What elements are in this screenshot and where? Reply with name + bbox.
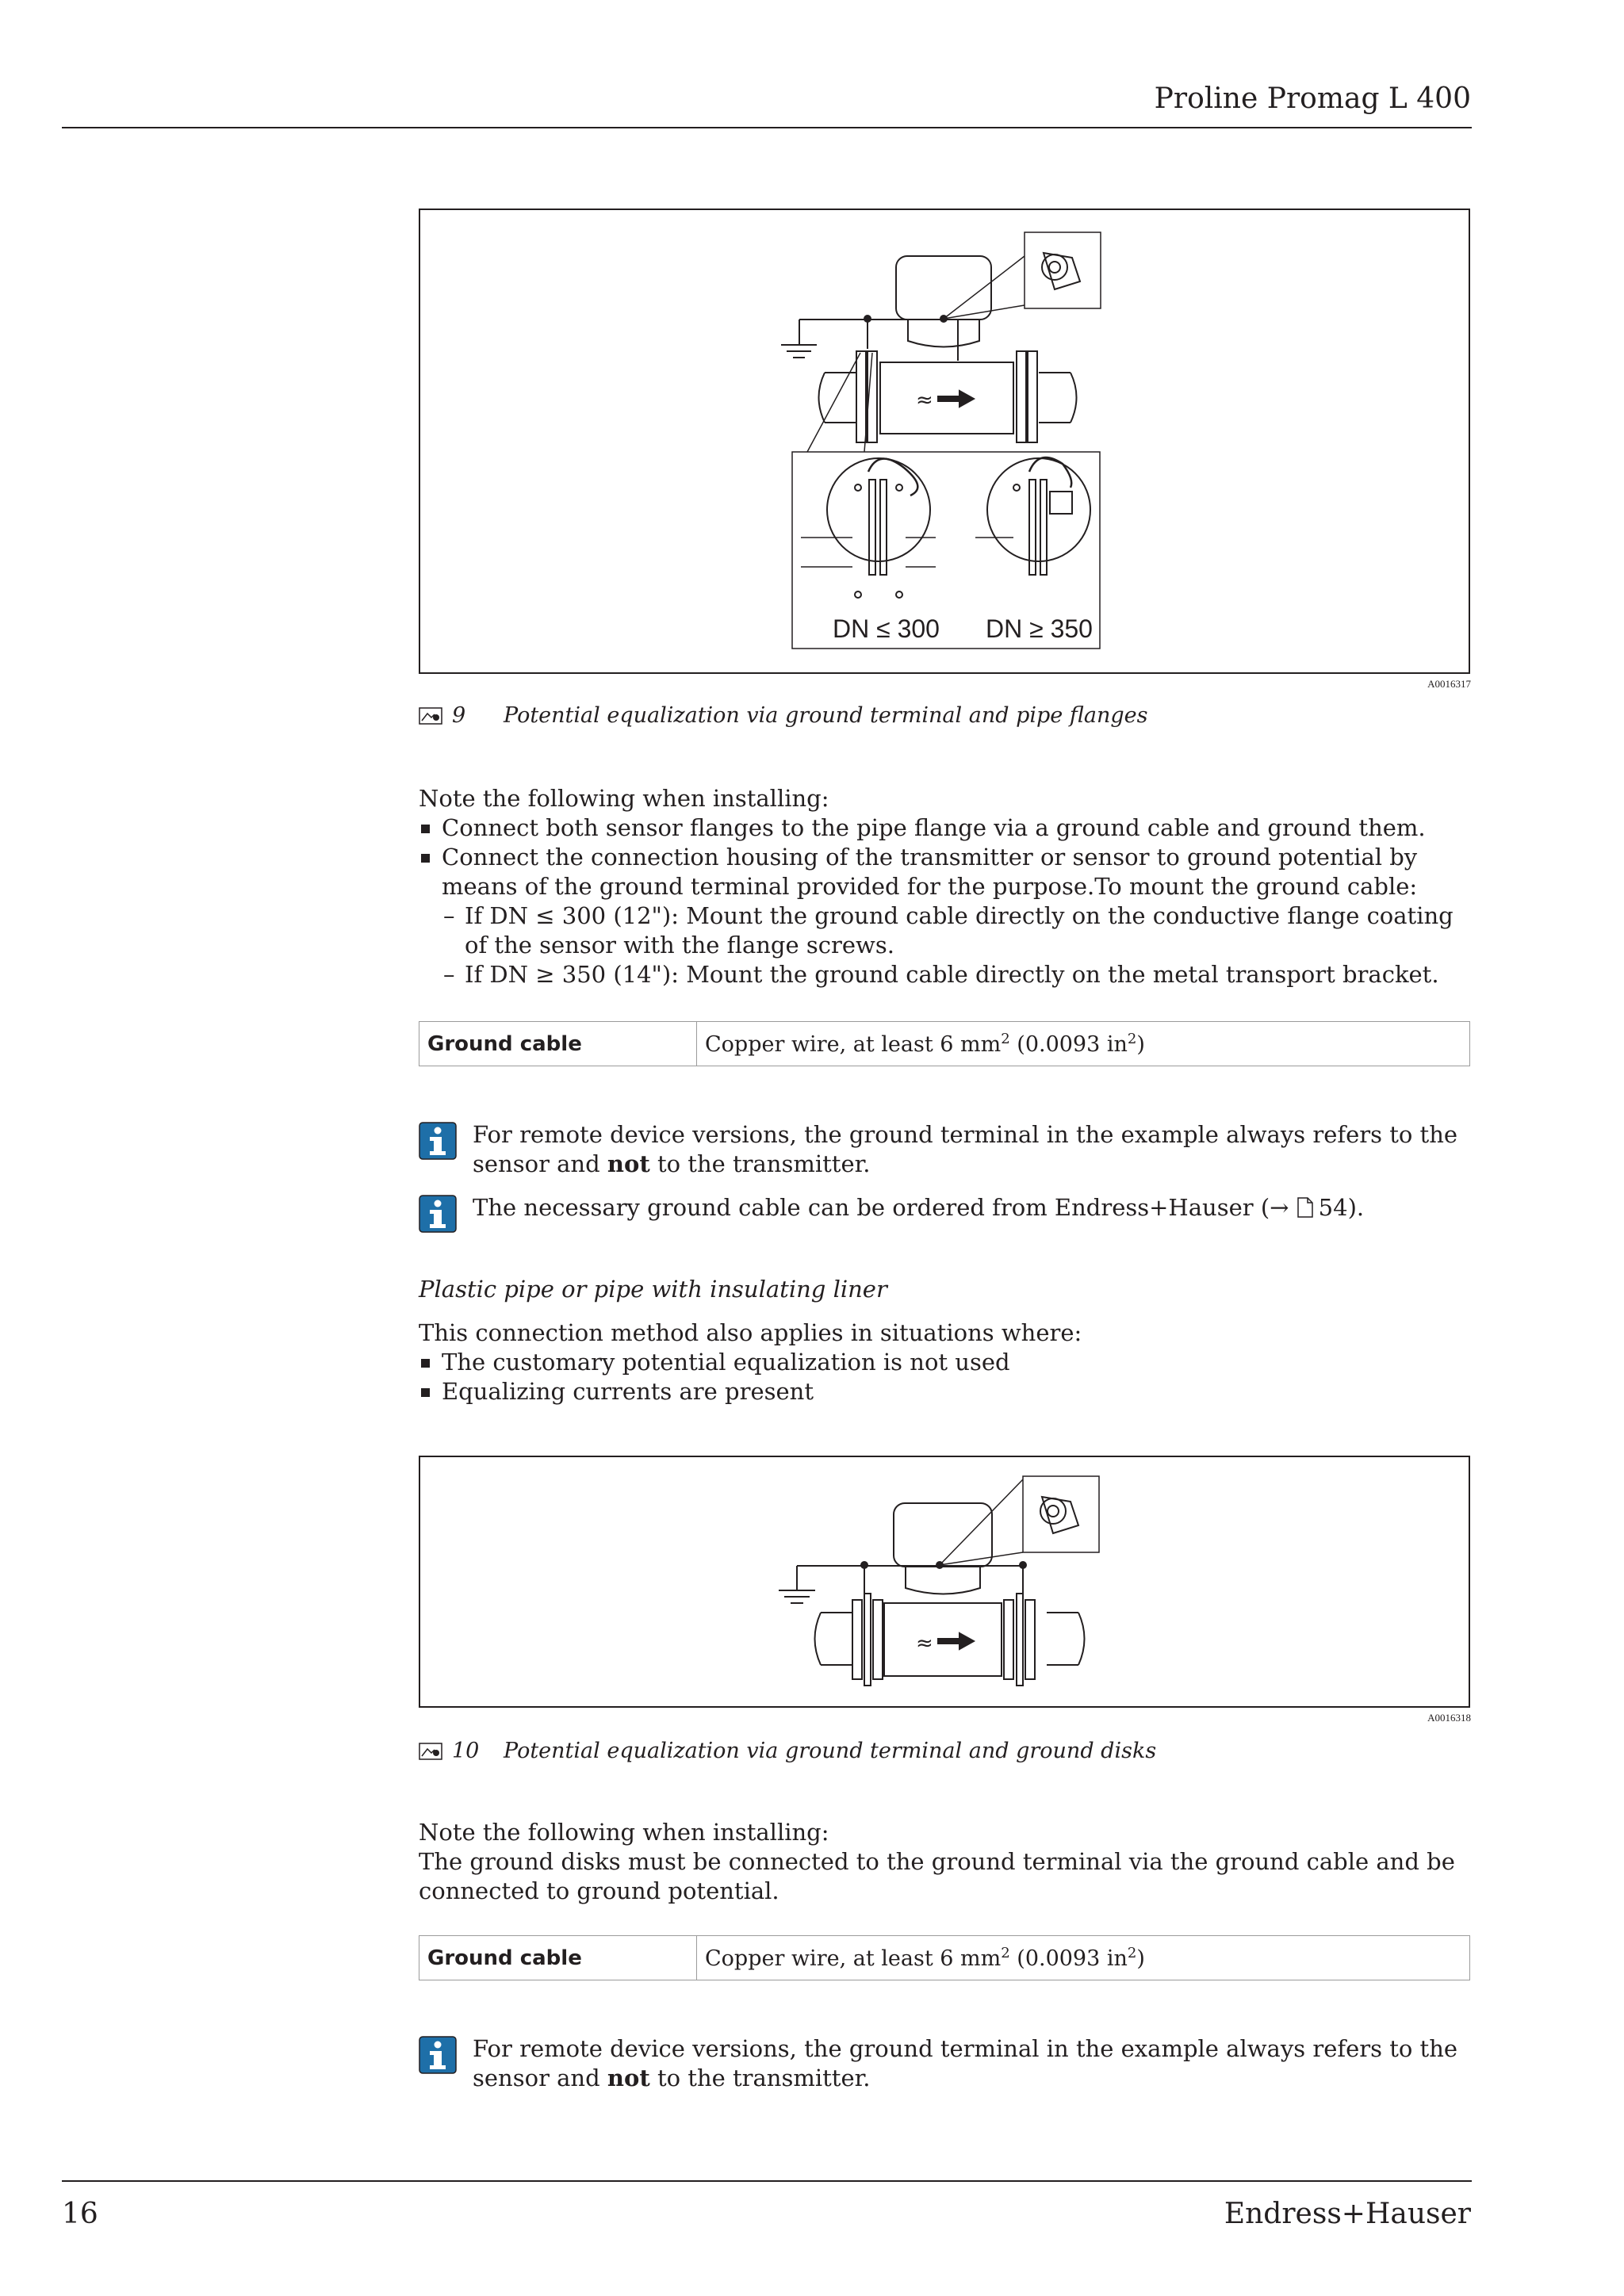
table-value: Copper wire, at least 6 $mm^2$ (0.0093 $in^2$) — [697, 1022, 1470, 1066]
section-3-body: The ground disks must be connected to the ground terminal via the ground cable and be connected to ground potential. — [419, 1848, 1455, 1904]
table-label: Ground cable — [419, 1936, 697, 1980]
ground-cable-table-2 — [419, 1935, 1470, 1980]
table-label: Ground cable — [419, 1022, 697, 1066]
list-item: Connect both sensor flanges to the pipe flange via a ground cable and ground them. — [419, 813, 1470, 843]
footer-rule — [62, 2180, 1472, 2182]
section-1-subbullets — [419, 901, 1470, 989]
figure-2-number: 10 — [452, 1739, 480, 1763]
section-3 — [419, 1818, 1470, 1906]
info-icon — [419, 1122, 457, 1160]
ground-symbol — [779, 1590, 815, 1603]
figure-2-diagram — [420, 1457, 1469, 1706]
info-note-1-text: For remote device versions, the ground terminal in the example always refers to the sensor and not to the transmitter. — [473, 1121, 1458, 1177]
list-item: – If DN ≤ 300 (12"): Mount the ground cable directly on the conductive flange coating of the sensor with the flange screws. — [442, 901, 1470, 960]
transmitter-housing — [896, 256, 991, 320]
info-icon — [419, 2036, 457, 2074]
header-rule — [62, 127, 1472, 128]
page-reference-icon — [1297, 1197, 1314, 1218]
figure-icon — [419, 1743, 442, 1760]
list-item: The customary potential equalization is not used — [419, 1348, 1470, 1377]
ground-symbol — [781, 345, 817, 358]
figure-1 — [419, 209, 1470, 674]
figure-icon — [419, 707, 442, 725]
info-note-3-text: For remote device versions, the ground terminal in the example always refers to the sensor and not to the transmitter. — [473, 2035, 1458, 2091]
table-row — [419, 1936, 1470, 1980]
figure-1-code: A0016317 — [1427, 678, 1471, 690]
page-reference[interactable]: 54 — [1318, 1194, 1348, 1221]
info-note-1 — [419, 1120, 1470, 1179]
transmitter-housing — [894, 1503, 992, 1567]
figure-2-code: A0016318 — [1427, 1712, 1471, 1724]
figure-1-diagram — [420, 210, 1469, 672]
figure-2-caption-text: Potential equalization via ground terminal and ground disks — [504, 1739, 1157, 1763]
ground-terminal-detail — [1025, 232, 1101, 308]
svg-text:≈: ≈ — [916, 388, 933, 412]
table-value: Copper wire, at least 6 $mm^2$ (0.0093 $in^2$) — [697, 1936, 1470, 1980]
info-note-2-text: The necessary ground cable can be ordered from Endress+Hauser (→ 54). — [473, 1194, 1365, 1221]
pipe-right — [1039, 373, 1071, 423]
figure-2-caption — [419, 1739, 1156, 1763]
list-item: Equalizing currents are present — [419, 1377, 1470, 1406]
figure-1-number: 9 — [452, 703, 466, 728]
section-1 — [419, 784, 1470, 989]
section-1-intro: Note the following when installing: — [419, 785, 829, 812]
footer-brand: Endress+Hauser — [1224, 2198, 1471, 2230]
pipe-left — [825, 373, 856, 423]
section-3-intro: Note the following when installing: — [419, 1819, 829, 1846]
section-2 — [419, 1318, 1470, 1406]
label-dn-small: DN ≤ 300 — [833, 614, 940, 643]
list-item: – If DN ≥ 350 (14"): Mount the ground cable directly on the metal transport bracket. — [442, 960, 1470, 989]
header-title: Proline Promag L 400 — [1154, 82, 1471, 115]
section-2-bullets — [419, 1348, 1470, 1406]
figure-2 — [419, 1456, 1470, 1708]
table-row — [419, 1022, 1470, 1066]
list-item: Connect the connection housing of the transmitter or sensor to ground potential by means of the ground terminal provided for the purpose.To mount the ground cable: — [419, 843, 1470, 901]
figure-1-caption-text: Potential equalization via ground terminal and pipe flanges — [504, 703, 1148, 728]
housing-neck — [908, 320, 979, 347]
page-number: 16 — [62, 2198, 98, 2230]
info-icon — [419, 1195, 457, 1233]
section-2-title: Plastic pipe or pipe with insulating liner — [419, 1276, 887, 1303]
ground-terminal-detail — [1023, 1476, 1099, 1552]
section-2-intro: This connection method also applies in situations where: — [419, 1319, 1082, 1346]
ground-cable — [799, 320, 958, 361]
info-note-2 — [419, 1193, 1470, 1233]
ground-cable-table-1 — [419, 1021, 1470, 1066]
section-1-bullets — [419, 813, 1470, 901]
info-note-3 — [419, 2034, 1470, 2093]
label-dn-large: DN ≥ 350 — [986, 614, 1093, 643]
figure-1-caption — [419, 703, 1147, 728]
svg-text:≈: ≈ — [916, 1632, 933, 1655]
